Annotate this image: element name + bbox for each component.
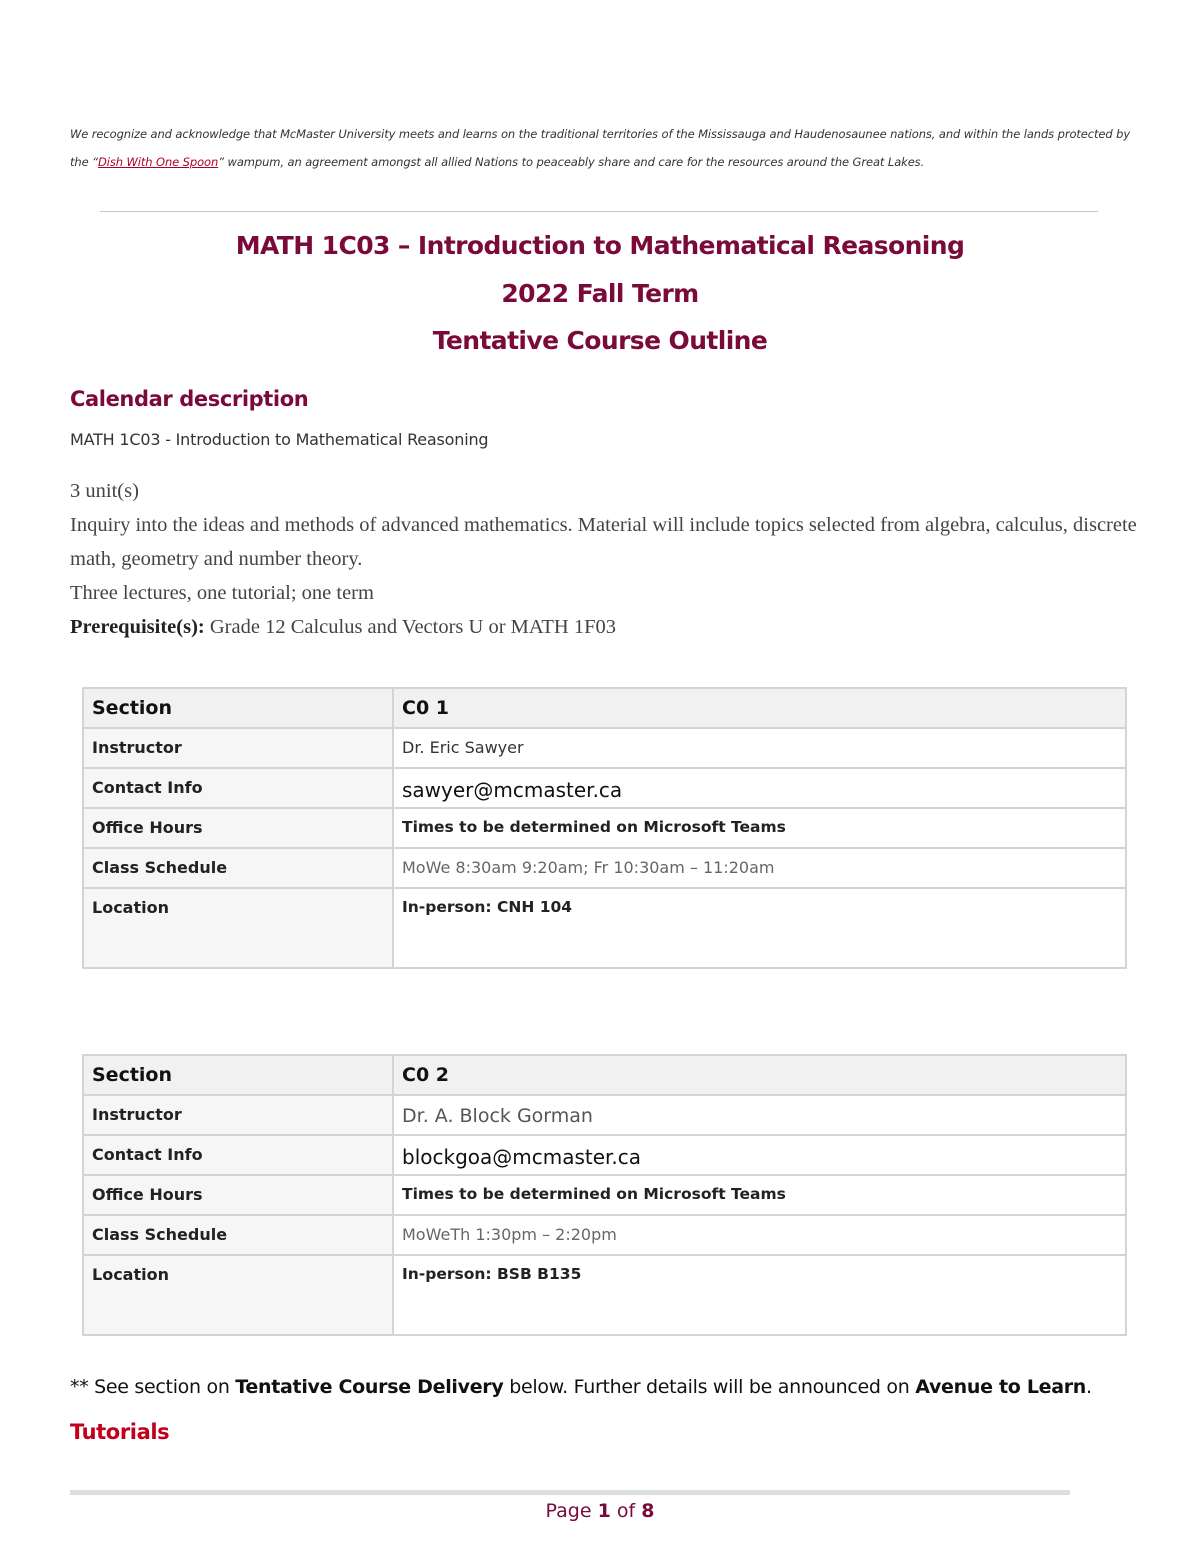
table-row xyxy=(83,768,1126,808)
table-row xyxy=(83,728,1126,768)
description-text: Inquiry into the ideas and methods of advanced mathematics. Material will include topics selected from algebra, calculus, discrete math, geometry and number theory. xyxy=(70,514,1137,570)
section-value: C0 2 xyxy=(393,1055,1126,1095)
schedule-label: Class Schedule xyxy=(83,1215,393,1255)
of-word: of xyxy=(616,1500,636,1522)
office-hours-value: Times to be determined on Microsoft Teams xyxy=(393,1175,1126,1215)
note-middle: below. Further details will be announced on xyxy=(503,1376,916,1398)
tutorials-heading: Tutorials xyxy=(70,1420,170,1444)
note-suffix: . xyxy=(1086,1376,1092,1398)
contact-label: Contact Info xyxy=(83,768,393,808)
instructor-value: Dr. A. Block Gorman xyxy=(393,1095,1126,1135)
schedule-value: MoWeTh 1:30pm – 2:20pm xyxy=(393,1215,1126,1255)
section-label: Section xyxy=(83,1055,393,1095)
table-row xyxy=(83,688,1126,728)
calendar-description-heading: Calendar description xyxy=(70,387,309,411)
table-row xyxy=(83,1215,1126,1255)
page-current: 1 xyxy=(597,1500,611,1522)
instructor-label: Instructor xyxy=(83,728,393,768)
acknowledgement-text-start: We recognize and acknowledge that McMaster University meets and learns on the traditional territories of the Mississauga and Haudenosaunee nations, and within the lands protected by the “ xyxy=(70,127,1131,169)
table-row xyxy=(83,808,1126,848)
table-row xyxy=(83,1255,1126,1335)
format-text: Three lectures, one tutorial; one term xyxy=(70,582,374,604)
table-row xyxy=(83,1055,1126,1095)
land-acknowledgement xyxy=(70,120,1132,176)
section-c02-table xyxy=(82,1054,1127,1336)
table-row xyxy=(83,848,1126,888)
section-c01-table xyxy=(82,687,1127,969)
instructor-value: Dr. Eric Sawyer xyxy=(393,728,1126,768)
prerequisite-line xyxy=(70,610,1150,644)
header-divider xyxy=(100,211,1098,212)
section-label: Section xyxy=(83,688,393,728)
footer-divider xyxy=(70,1490,1070,1495)
schedule-label: Class Schedule xyxy=(83,848,393,888)
section-value: C0 1 xyxy=(393,688,1126,728)
location-label: Location xyxy=(83,888,393,968)
location-label: Location xyxy=(83,1255,393,1335)
outline-title: Tentative Course Outline xyxy=(432,326,768,355)
course-title: MATH 1C03 – Introduction to Mathematical Reasoning xyxy=(235,231,965,260)
table-row xyxy=(83,888,1126,968)
acknowledgement-text-end: ” wampum, an agreement amongst all allied Nations to peaceably share and care for the resources around the Great Lakes. xyxy=(218,155,925,169)
table-row xyxy=(83,1175,1126,1215)
instructor-label: Instructor xyxy=(83,1095,393,1135)
page-total: 8 xyxy=(641,1500,655,1522)
note-prefix: ** See section on xyxy=(70,1376,236,1398)
prerequisite-label: Prerequisite(s): xyxy=(70,616,205,638)
prerequisite-value: Grade 12 Calculus and Vectors U or MATH 1F03 xyxy=(209,616,617,638)
term-title: 2022 Fall Term xyxy=(501,279,699,308)
page-number xyxy=(0,1500,1200,1522)
calendar-description-body xyxy=(70,474,1150,644)
contact-email[interactable]: blockgoa@mcmaster.ca xyxy=(393,1135,1126,1175)
page-word: Page xyxy=(545,1500,592,1522)
calendar-course-line: MATH 1C03 - Introduction to Mathematical Reasoning xyxy=(70,430,489,449)
office-hours-value: Times to be determined on Microsoft Teams xyxy=(393,808,1126,848)
contact-email[interactable]: sawyer@mcmaster.ca xyxy=(393,768,1126,808)
office-hours-label: Office Hours xyxy=(83,1175,393,1215)
table-row xyxy=(83,1095,1126,1135)
contact-label: Contact Info xyxy=(83,1135,393,1175)
location-value: In-person: CNH 104 xyxy=(393,888,1126,968)
note-delivery-bold: Tentative Course Delivery xyxy=(235,1376,504,1398)
units-text: 3 unit(s) xyxy=(70,480,139,502)
table-row xyxy=(83,1135,1126,1175)
location-value: In-person: BSB B135 xyxy=(393,1255,1126,1335)
office-hours-label: Office Hours xyxy=(83,808,393,848)
schedule-value: MoWe 8:30am 9:20am; Fr 10:30am – 11:20am xyxy=(393,848,1126,888)
course-delivery-note xyxy=(70,1376,1092,1398)
note-avenue-bold: Avenue to Learn xyxy=(915,1376,1087,1398)
dish-with-one-spoon-link[interactable]: Dish With One Spoon xyxy=(98,155,219,169)
